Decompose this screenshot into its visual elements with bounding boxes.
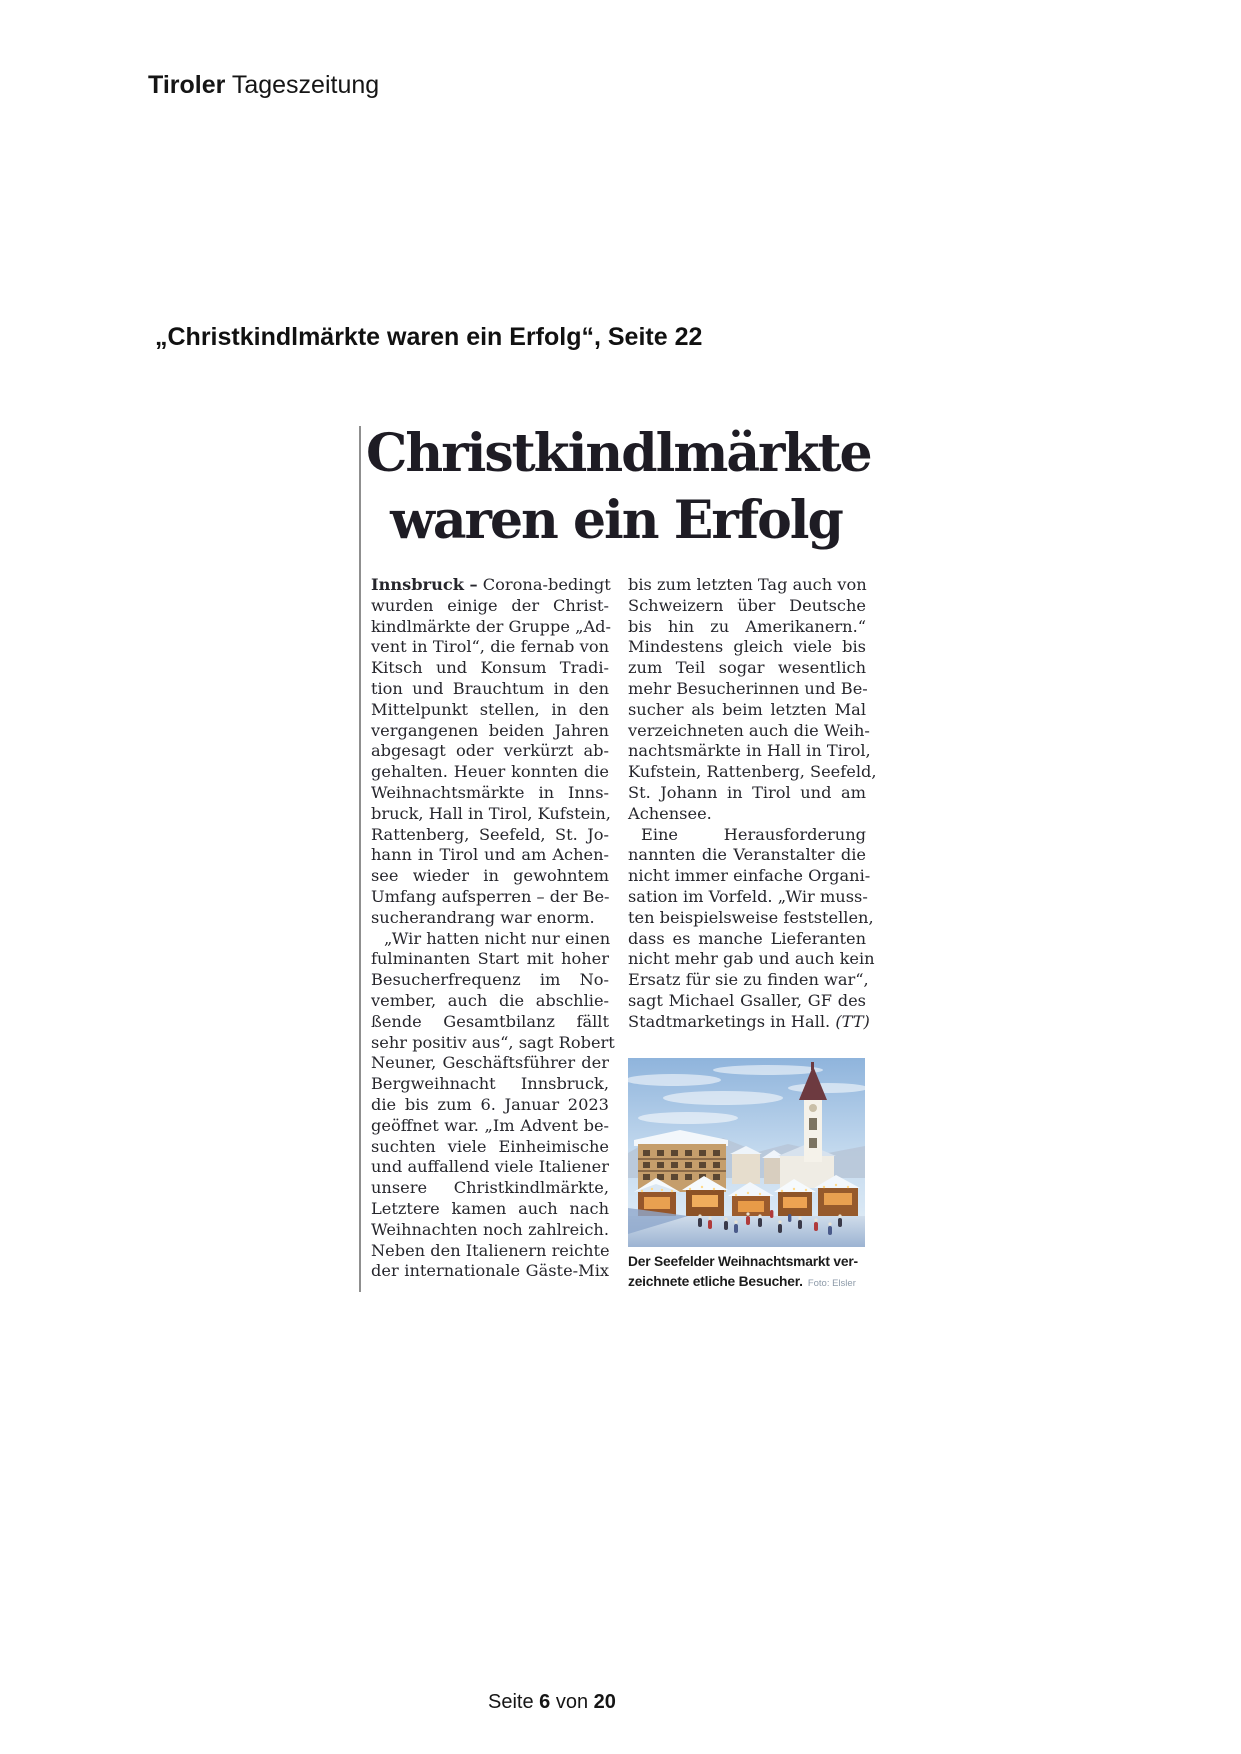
article-body-line: vent in Tirol“, die fernab von [371, 637, 609, 657]
article-body-line: St. Johann in Tirol und am [628, 782, 866, 802]
article-body-line: Neben den Italienern reichte [371, 1240, 610, 1260]
article-body-line: sucherandrang war enorm. [371, 907, 595, 927]
article-title-line1: Christkindlmärkte [366, 423, 871, 484]
article-body-line: Weihnachtsmärkte in Inns- [371, 782, 609, 802]
article-body-line: ten beispielsweise feststellen, [628, 907, 874, 927]
article-body-line: Rattenberg, Seefeld, St. Jo- [371, 824, 609, 844]
article-body-line: Neuner, Geschäftsführer der [371, 1053, 609, 1073]
article-body-line: Stadtmarketings in Hall. (TT) [628, 1011, 870, 1031]
article-body-line: sagt Michael Gsaller, GF des [628, 990, 866, 1010]
photo-caption-line1: Der Seefelder Weihnachtsmarkt ver- [628, 1254, 858, 1269]
photo-caption [628, 1252, 878, 1293]
article-body-line: nachtsmärkte in Hall in Tirol, [628, 741, 871, 761]
article-body-line: bruck, Hall in Tirol, Kufstein, [371, 803, 611, 823]
article-body-line: nannten die Veranstalter die [628, 845, 866, 865]
article-body-line: dass es manche Lieferanten [628, 928, 866, 948]
article-body-line: „Wir hatten nicht nur einen [384, 928, 611, 948]
brand-bold: Tiroler [148, 71, 226, 99]
article-body-line: Letztere kamen auch nach [371, 1198, 609, 1218]
article-column-right [628, 575, 877, 1033]
article-body-line: abgesagt oder verkürzt ab- [371, 741, 609, 761]
article-body-line: Weihnachten noch zahlreich. [371, 1219, 609, 1239]
article-body-line: ßende Gesamtbilanz fällt [371, 1011, 609, 1031]
article-title [366, 420, 871, 554]
newspaper-brand [148, 70, 379, 100]
article-body-line: Ersatz für sie zu finden war“, [628, 970, 869, 990]
article-body-line: wurden einige der Christ- [371, 595, 609, 615]
photo-caption-line2: zeichnete etliche Besucher. Foto: Elsler [628, 1273, 856, 1289]
article-body-line: gehalten. Heuer konnten die [371, 762, 609, 782]
article-body-line: nicht mehr gab und auch kein [628, 949, 875, 969]
article-body-line: der internationale Gäste-Mix [371, 1261, 609, 1281]
article-body-line: Schweizern über Deutsche [628, 595, 866, 615]
article-body-line: vember, auch die abschlie- [371, 990, 609, 1010]
article-column-left [371, 575, 615, 1282]
article-title-line2: waren ein Erfolg [390, 490, 842, 551]
article-body-line: see wieder in gewohntem [371, 866, 609, 886]
footer-page-total: 20 [593, 1691, 616, 1713]
article-body-line: verzeichneten auch die Weih- [628, 720, 870, 740]
article-body-line: bis hin zu Amerikanern.“ [628, 616, 866, 636]
article-body-line: Besucherfrequenz im No- [371, 970, 609, 990]
article-body-line: tion und Brauchtum in den [371, 678, 609, 698]
article-body-line: kindlmärkte der Gruppe „Ad- [371, 616, 612, 636]
article-body-line: suchten viele Einheimische [371, 1136, 609, 1156]
article-body-line: sucher als beim letzten Mal [628, 699, 866, 719]
article-body-line: vergangenen beiden Jahren [371, 720, 609, 740]
article-body-line: Bergweihnacht Innsbruck, [371, 1074, 609, 1094]
article-body-line: zum Teil sogar wesentlich [628, 658, 866, 678]
article-body-line: bis zum letzten Tag auch von [628, 575, 867, 594]
article-body-line: Eine Herausforderung [641, 824, 866, 844]
article-body-line: Umfang aufsperren – der Be- [371, 886, 610, 906]
article-body-line: Innsbruck – Corona-bedingt [371, 575, 611, 594]
article-body-line: geöffnet war. „Im Advent be- [371, 1115, 609, 1135]
article-body-line: Mindestens gleich viele bis [628, 637, 866, 657]
article-body-line: nicht immer einfache Organi- [628, 866, 871, 886]
footer-page-number: 6 [539, 1691, 551, 1713]
article-body-line: unsere Christkindlmärkte, [371, 1178, 609, 1198]
article-photo [628, 1058, 865, 1247]
article-body-line: sation im Vorfeld. „Wir muss- [628, 886, 868, 906]
article-body-line: Achensee. [628, 803, 712, 823]
article-body-line: mehr Besucherinnen und Be- [628, 678, 868, 698]
article-left-rule [359, 426, 361, 1292]
article-body-line: und auffallend viele Italiener [371, 1157, 609, 1177]
photo-credit: Foto: Elsler [807, 1277, 856, 1289]
page-footer: Seite 6 von 20 [488, 1691, 616, 1713]
article-body-line: die bis zum 6. Januar 2023 [371, 1094, 609, 1114]
article-body-line: sehr positiv aus“, sagt Robert [371, 1032, 615, 1052]
brand-regular: Tageszeitung [231, 71, 380, 99]
page-title: „Christkindlmärkte waren ein Erfolg“, Seite 22 [155, 323, 703, 351]
article-body-line: Kufstein, Rattenberg, Seefeld, [628, 762, 877, 782]
article-body-line: fulminanten Start mit hoher [371, 949, 609, 969]
article-body-line: hann in Tirol und am Achen- [371, 845, 609, 865]
article-body-line: Mittelpunkt stellen, in den [371, 699, 609, 719]
article-body-line: Kitsch und Konsum Tradi- [371, 658, 609, 678]
